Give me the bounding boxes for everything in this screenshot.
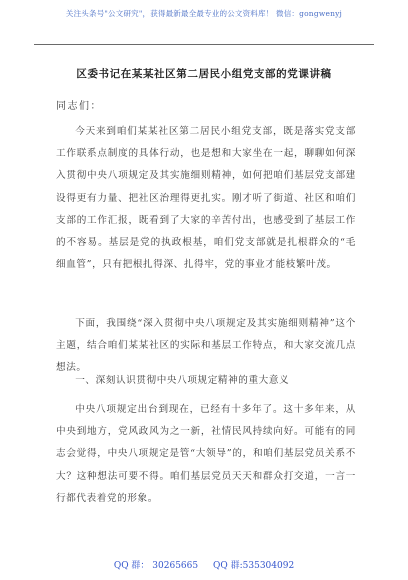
salutation: 同志们： <box>56 101 102 112</box>
footer-qq-group-2: QQ 群:535304092 <box>212 561 295 571</box>
paragraph-section-one: 中央八项规定出台到现在，已经有十多年了。这十多年来，从中央到地方，党风政风为之一新，社情民风持续向好。可能有的同志会觉得，中央八项规定是管“大领导”的，和咱们基层党员关系不大？这种想法可要不得。咱们基层党员天天和群众打交道，一言一行都代表着党的形象。 <box>56 404 356 504</box>
header-divider <box>34 44 374 45</box>
paragraph-topic: 下面，我围绕“深入贯彻中央八项规定及其实施细则精神”这个主题，结合咱们某某社区的实际和基层工作特点，和大家交流几点想法。 <box>56 318 356 374</box>
document-title: 区委书记在某某社区第二居民小组党支部的党课讲稿 <box>76 68 332 80</box>
header-banner: 关注头条号"公文研究"，获得最新最全最专业的公文资料库！ 微信：gongwenyj <box>65 9 343 18</box>
paragraph-intro: 今天来到咱们某某社区第二居民小组党支部，既是落实党支部工作联系点制度的具体行动，也是想和大家坐在一起，聊聊如何深入贯彻中央八项规定及其实施细则精神，如何把咱们基层党支部建设得更有力量、把社区治理得更扎实。刚才听了街道、社区和咱们支部的工作汇报，既看到了大家的辛苦付出，也感受到了基层工作的不容易。基层是党的执政根基，咱们党支部就是扎根群众的“毛细血管”，只有把根扎得深、扎得牢，党的事业才能枝繁叶茂。 <box>56 126 356 271</box>
footer-qq-groups <box>0 558 408 571</box>
section-heading: 一、深刻认识贯彻中央八项规定精神的重大意义 <box>75 375 290 386</box>
footer-qq-group-1: QQ 群： 30265665 <box>113 561 199 571</box>
